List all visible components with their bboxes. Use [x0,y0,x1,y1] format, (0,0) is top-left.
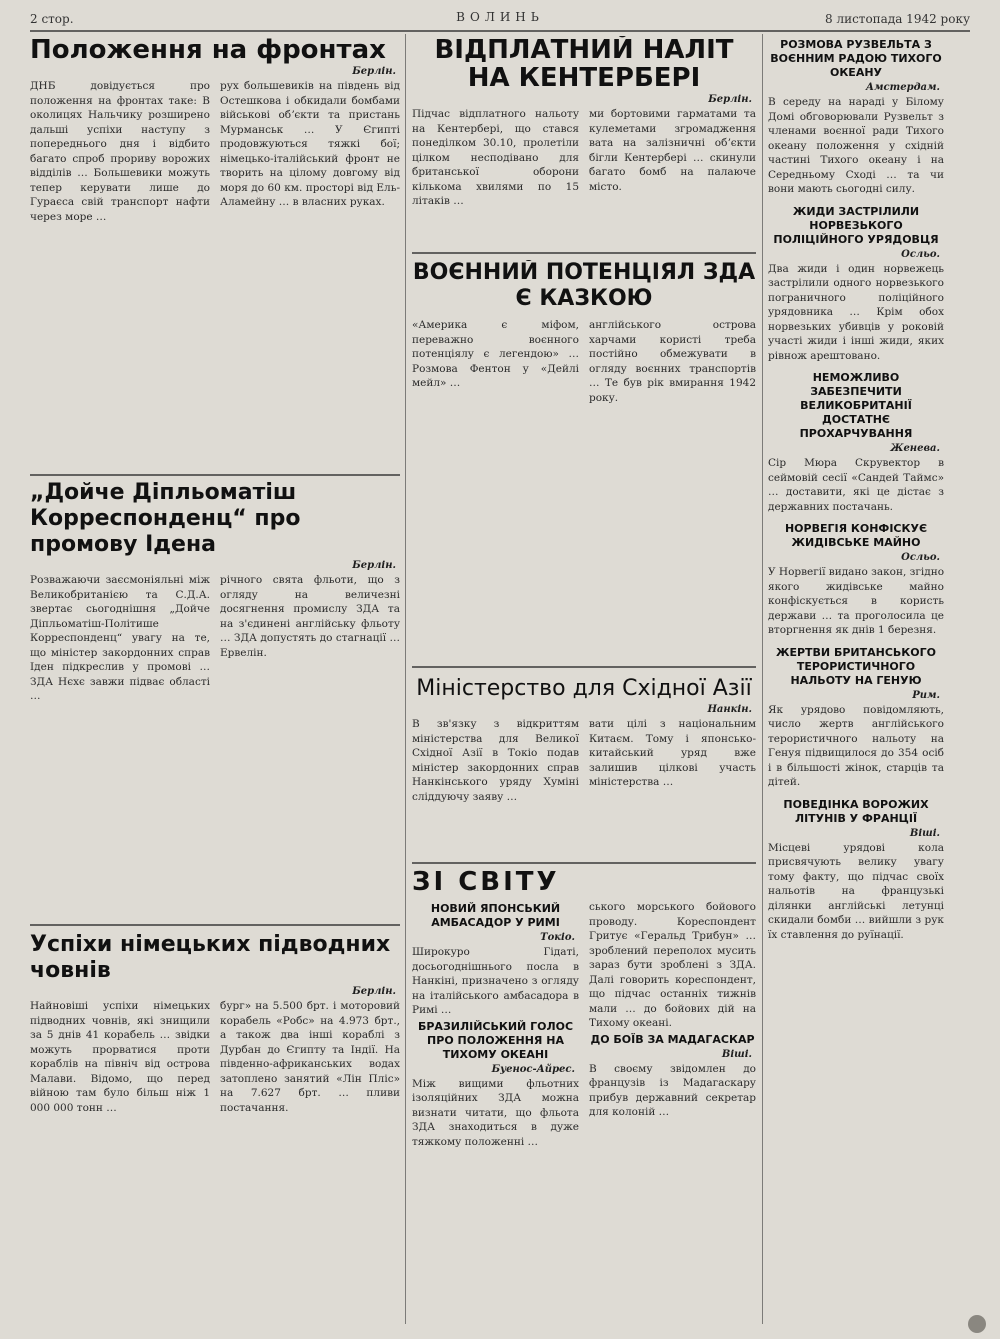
news-title: ЖЕРТВИ БРИТАНСЬКОГО ТЕРОРИСТИЧНОГО НАЛЬОТУ НА ГЕНУЮ [776,645,936,687]
dateline: Токіо. [540,932,575,943]
dateline: Берлін. [352,66,396,77]
article-title: Успіхи німецьких підводних човнів [30,932,391,983]
dateline: Амстердам. [865,82,940,93]
dateline: Осльо. [901,552,940,563]
news-text: У Норвегії видано закон, згідно якого жидівське майно конфіскується в користь держави … та проголосила це вторгнення як днів 1 березня. [768,566,944,636]
article-title: ВІДПЛАТНИЙ НАЛІТ НА КЕНТЕРБЕРІ [434,36,734,93]
punch-hole [968,1315,986,1333]
news-text: Місцеві урядові кола присвячують велику увагу тому факту, що підчас своїх нальотів на французькі ділянки англійські летунці скидали бомби … вийшли з рук їх ставлення до руїнації. [768,841,944,941]
news-text: Два жиди і один норвежець застрілили одного норвезького пограничного поліційного урядовника … Крім обох норвезьких убивців у роковій участі жиди і інші жиди, яких рівнож арештовано. [768,262,944,362]
news-title: ДО БОЇВ ЗА МАДАГАСКАР [590,1032,755,1046]
column-rule [405,34,406,1324]
article-text: Розважаючи заєсмоніяльні між Великобританією та С.Д.А. звертає сьогоднішня „Дойче Діпльоматіш-Політише Корреспонденц“ увагу на те, що міністер закордонних справ Іден підкреслив у промові … ЗДА Нєхє завжи підває області … [30,574,210,702]
page-header [30,8,970,30]
article-canterbury [412,36,756,246]
section-world [412,868,756,1328]
dateline: Буенос-Айрес. [491,1063,575,1075]
article-text: Найновіші успіхи німецьких підводних човнів, які знищили за 5 днів 41 корабель … звідки можуть прорватися проти кораблів на північ від острова Малави. Відомо, що перед війною там було більш ніж 1 000 000 тонн … [30,1000,210,1114]
dateline: Берлін. [708,94,752,105]
news-title: НЕМОЖЛИВО ЗАБЕЗПЕЧИТИ ВЕЛИКОБРИТАНІЇ ДОСТАТНЄ ПРОХАРЧУВАННЯ [799,371,913,440]
page-number: 2 стор. [30,12,74,26]
article-title: Положення на фронтах [30,36,386,65]
dateline: Нанкін. [707,704,752,715]
news-item [768,522,944,638]
news-text: ського морського бойового проводу. Кореспондент Гритує «Геральд Трибун» … зроблений переполох мусить зараз бути зроблені з ЗДА. Далі говорить кореспондент, що підчас останніх тижнів мали … до бойових дій на Тихому океані. [589,901,756,1029]
news-title: БРАЗИЛІЙСЬКИЙ ГОЛОС ПРО ПОЛОЖЕННЯ НА ТИХОМУ ОКЕАНІ [417,1019,574,1061]
news-item [768,38,944,197]
article-text: англійського острова харчами користі треба постійно обмежувати в огляду воєнних транспортів … Те був рік вмирання 1942 року. [589,319,756,404]
news-title: НОРВЕГІЯ КОНФІСКУЄ ЖИДІВСЬКЕ МАЙНО [784,522,928,549]
section-title: ЗІ СВІТУ [412,868,560,897]
dateline: Осльо. [901,248,940,260]
dateline: Берлін. [352,986,396,997]
header-rule [30,30,970,32]
article-text: бург» на 5.500 брт. і моторовий корабель «Робс» на 4.973 брт., а також два інші кораблі з Дурбан до Єгипту та Індії. На південно-африканських водах затоплено занятий «Лін Пліс» на 7.627 брт. … пливи постачання. [220,1000,400,1114]
article-title: ВОЄННИЙ ПОТЕНЦІЯЛ ЗДА Є КАЗКОЮ [412,260,756,311]
dateline: Віші. [721,1048,752,1060]
article-title: Міністерство для Східної Азії [416,676,752,701]
article-uboats [30,932,400,1327]
column-rule [762,34,763,1324]
article-text: річного свята фльоти, що з огляду на величезні досягнення промислу ЗДА та на з'єдинені англійську фльоту … ЗДА допустять до стагнації … Ервелін. [220,574,400,659]
dateline: Віші. [909,827,940,839]
article-text: ДНБ довідується про положення на фронтах таке: В околицях Нальчику розширено дальші успіхи наступу з попереднього дня і відбито багато спроб прориву ворожих відділів … Большевики можуть тепер керувати лише до Гураєса свій транспорт нафти через море … [30,80,210,223]
article-text: В зв'язку з відкриттям міністерства для Великої Східної Азії в Токіо подав міністер закордонних справ Нанкінського уряду Хуміні сліддуючу заяву … [412,718,579,803]
news-title: РОЗМОВА РУЗВЕЛЬТА З ВОЄННИМ РАДОЮ ТИХОГО ОКЕАНУ [770,38,942,79]
article-text: Підчас відплатного нальоту на Кентербері, що стався понеділком 30.10, пролетіли цілком несподівано для британської оборони кількома хвилями по 15 літаків … [412,108,579,207]
article-eastasia [412,676,756,856]
news-item [768,646,944,790]
news-title: ПОВЕДІНКА ВОРОЖИХ ЛІТУНІВ У ФРАНЦІЇ [783,797,929,825]
right-column [768,36,944,1326]
article-title: „Дойче Діпльоматіш Корреспонденц“ про промову Ідена [30,480,301,557]
section-rule [30,474,400,476]
news-title: НОВИЙ ЯПОНСЬКИЙ АМБАСАДОР У РИМІ [430,902,561,929]
article-text: «Америка є міфом, переважно воєнного потенціялу є легендою» … Розмова Фентон у «Дейлі мейл» … [412,319,579,389]
news-title: ЖИДИ ЗАСТРІЛИЛИ НОРВЕЗЬКОГО ПОЛІЦІЙНОГО УРЯДОВЦЯ [773,204,939,246]
article-text: рух большевиків на південь від Остешкова і обкидали бомбами військові обʼєкти та пристань Мурманськ … У Єгипті продовжуються тяжкі бої; німецько-італійський фронт не творить на цілому довгому від моря до 60 км. просторі від Ель-Аламейну … в власних руках. [220,80,400,208]
news-text: В своєму звідомлен до французів із Мадагаскару прибув державний секретар для колоній … [589,1062,756,1118]
news-text: Сір Мюра Скрувектор в сеймовій сесії «Сандей Таймс» … доставити, які це дістає з державних постачань. [768,457,944,513]
article-text: вати цілі з національним Китаєм. Тому і японсько-китайський уряд вже залишив цілкові участь міністерства … [589,718,756,788]
article-potential [412,260,756,660]
dateline: Рим. [912,689,940,701]
section-rule [412,252,756,254]
news-text: Як урядово повідомляють, число жертв англійського терористичного нальоту на Генуя підвищилося до 354 осіб і в більшості жінок, старців та дітей. [768,703,944,788]
news-text: В середу на нараді у Білому Домі обговорювали Рузвельт з членами воєнної ради Тихого океану положення у східній частині Тихого океану і на Середньому Сході … та чи вони мають сьогодні силу. [768,96,944,195]
paper-name: ВОЛИНЬ [456,10,544,24]
article-text: ми бортовими гарматами та кулеметами згромадження вата на залізничні обʼєкти бігли Кентербері … скинули багато бомб на палаюче місто. [589,108,756,193]
issue-date: 8 листопада 1942 року [825,12,970,26]
section-rule [412,862,756,864]
dateline: Берлін. [352,560,396,571]
article-front [30,36,400,468]
news-item [768,798,944,943]
section-rule [412,666,756,668]
news-text: Між вищими фльотних ізоляційних ЗДА можна визнати читати, що фльота ЗДА знаходиться в дуже тяжкому положенні … [412,1077,579,1148]
news-text: Широкуро Гідаті, досьогоднішнього посла в Нанкіні, призначено з огляду на італійського амбасадора в Римі … [412,946,579,1016]
section-rule [30,924,400,926]
news-item [768,371,944,514]
article-deutsche [30,480,400,918]
dateline: Женева. [890,443,940,454]
news-item [768,205,944,364]
